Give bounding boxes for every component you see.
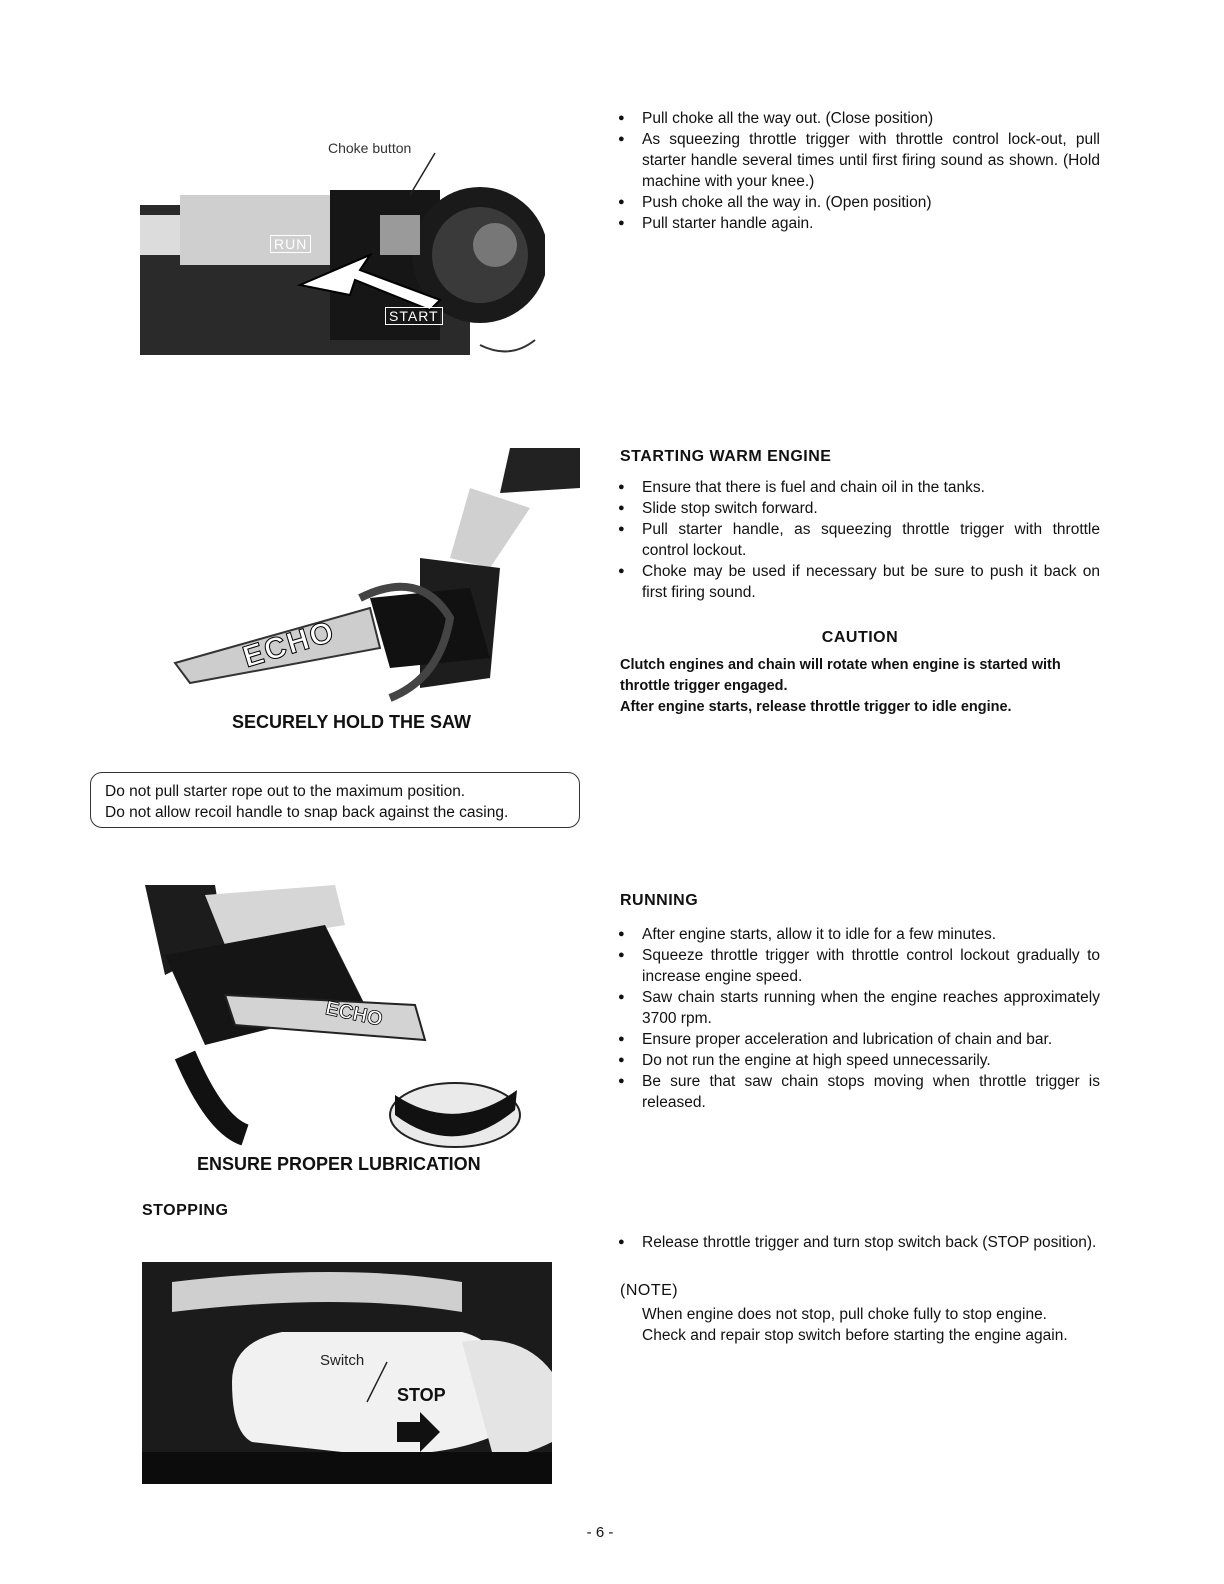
switch-label: Switch	[320, 1352, 365, 1369]
warm-start-list	[618, 477, 1100, 603]
stopping-heading: STOPPING	[142, 1202, 229, 1219]
start-label: START	[385, 307, 443, 325]
page-number: - 6 -	[586, 1524, 614, 1541]
stop-label: STOP	[397, 1385, 446, 1405]
warning-box	[90, 772, 580, 828]
list-item: ● Slide stop switch forward.	[618, 498, 1100, 519]
run-label: RUN	[270, 235, 311, 253]
caution-text	[620, 655, 1102, 718]
echo-logo: ECHO	[239, 614, 340, 675]
note-line: Check and repair stop switch before starting the engine again.	[642, 1327, 1068, 1344]
hold-saw-caption: SECURELY HOLD THE SAW	[232, 712, 472, 732]
list-item: ● Ensure proper acceleration and lubrication of chain and bar.	[618, 1029, 1100, 1050]
note-text	[642, 1304, 1100, 1346]
list-item: ● As squeezing throttle trigger with throttle control lock-out, pull starter handle several times until first firing sound as shown. (Hold machine with your knee.)	[618, 129, 1100, 192]
list-item: ● Choke may be used if necessary but be sure to push it back on first firing sound.	[618, 561, 1100, 603]
choke-photo	[140, 135, 545, 370]
running-heading: RUNNING	[620, 892, 699, 909]
list-item: ● Release throttle trigger and turn stop switch back (STOP position).	[618, 1232, 1100, 1253]
hold-saw-photo	[170, 448, 585, 708]
list-item: ● After engine starts, allow it to idle for a few minutes.	[618, 924, 1100, 945]
warning-line: Do not allow recoil handle to snap back against the casing.	[105, 804, 509, 821]
list-item: ● Do not run the engine at high speed unnecessarily.	[618, 1050, 1100, 1071]
note-label: (NOTE)	[620, 1282, 679, 1299]
cold-start-list	[618, 108, 1100, 234]
running-list	[618, 924, 1100, 1113]
list-item: ● Pull starter handle, as squeezing throttle trigger with throttle control lockout.	[618, 519, 1100, 561]
note-line: When engine does not stop, pull choke fully to stop engine.	[642, 1306, 1047, 1323]
caution-line: Clutch engines and chain will rotate when engine is started with throttle trigger engaged.	[620, 657, 1061, 694]
list-item: ● Ensure that there is fuel and chain oil in the tanks.	[618, 477, 1100, 498]
lubrication-photo	[145, 885, 525, 1153]
stop-switch-illustration	[142, 1262, 552, 1484]
echo-logo: ECHO	[323, 997, 385, 1031]
lubrication-caption: ENSURE PROPER LUBRICATION	[197, 1154, 481, 1174]
caution-line: After engine starts, release throttle trigger to idle engine.	[620, 699, 1012, 715]
warning-line: Do not pull starter rope out to the maximum position.	[105, 783, 466, 800]
stopping-list	[618, 1232, 1100, 1253]
list-item: ● Be sure that saw chain stops moving when throttle trigger is released.	[618, 1071, 1100, 1113]
caution-heading: CAUTION	[821, 629, 899, 646]
chainsaw-choke-illustration	[140, 135, 545, 370]
chainsaw-hold-illustration	[170, 448, 585, 708]
choke-button-label: Choke button	[328, 140, 412, 156]
stop-switch-photo	[142, 1262, 552, 1484]
list-item: ● Pull choke all the way out. (Close position)	[618, 108, 1100, 129]
warm-start-heading: STARTING WARM ENGINE	[620, 448, 832, 465]
list-item: ● Pull starter handle again.	[618, 213, 1100, 234]
list-item: ● Saw chain starts running when the engine reaches approximately 3700 rpm.	[618, 987, 1100, 1029]
list-item: ● Push choke all the way in. (Open position)	[618, 192, 1100, 213]
list-item: ● Squeeze throttle trigger with throttle control lockout gradually to increase engine speed.	[618, 945, 1100, 987]
